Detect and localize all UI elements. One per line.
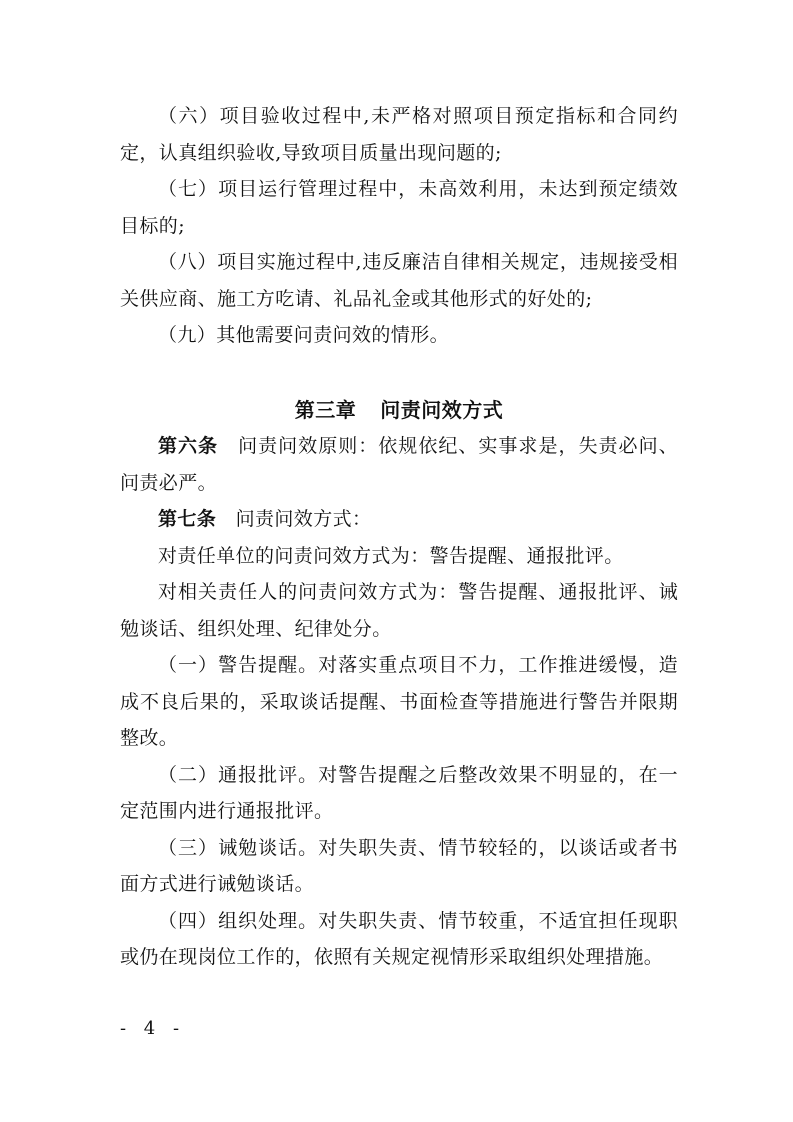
- article-7: [120, 501, 678, 538]
- method-warning: （一）警告提醒。对落实重点项目不力，工作推进缓慢，造成不良后果的，采取谈话提醒、书面检查等措施进行警告并限期整改。: [120, 654, 678, 749]
- clause-6: （六）项目验收过程中,未严格对照项目预定指标和合同约定，认真组织验收,导致项目质量出现问题的;: [120, 105, 678, 164]
- article-7-text: 问责问效方式：: [235, 508, 372, 530]
- person-accountability-methods: 对相关责任人的问责问效方式为：警告提醒、通报批评、诫勉谈话、组织处理、纪律处分。: [120, 581, 678, 640]
- method-admonishment-talk: （三）诫勉谈话。对失职失责、情节较轻的，以谈话或者书面方式进行诫勉谈话。: [120, 836, 678, 895]
- article-6: [120, 428, 678, 501]
- article-7-label: 第七条: [158, 508, 217, 530]
- clause-8: （八）项目实施过程中,违反廉洁自律相关规定，违规接受相关供应商、施工方吃请、礼品礼金或其他形式的好处的;: [120, 251, 678, 310]
- chapter-heading: [120, 392, 678, 429]
- article-6-text: 问责问效原则：依规依纪、实事求是，失责必问、问责必严。: [120, 435, 678, 494]
- chapter-title: 问责问效方式: [380, 397, 504, 422]
- chapter-number: 第三章: [294, 397, 357, 422]
- page-number: - 4 -: [120, 1018, 186, 1039]
- document-body: [120, 98, 678, 976]
- unit-accountability-methods: 对责任单位的问责问效方式为：警告提醒、通报批评。: [158, 544, 624, 567]
- clause-9: （九）其他需要问责问效的情形。: [158, 324, 450, 346]
- method-organizational-handling: （四）组织处理。对失职失责、情节较重，不适宜担任现职或仍在现岗位工作的，依照有关规定视情形采取组织处理措施。: [120, 909, 678, 968]
- clause-7: （七）项目运行管理过程中，未高效利用，未达到预定绩效目标的;: [120, 178, 678, 237]
- section-gap: [120, 354, 678, 392]
- article-6-label: 第六条: [158, 435, 219, 457]
- method-circulated-criticism: （二）通报批评。对警告提醒之后整改效果不明显的，在一定范围内进行通报批评。: [120, 763, 678, 822]
